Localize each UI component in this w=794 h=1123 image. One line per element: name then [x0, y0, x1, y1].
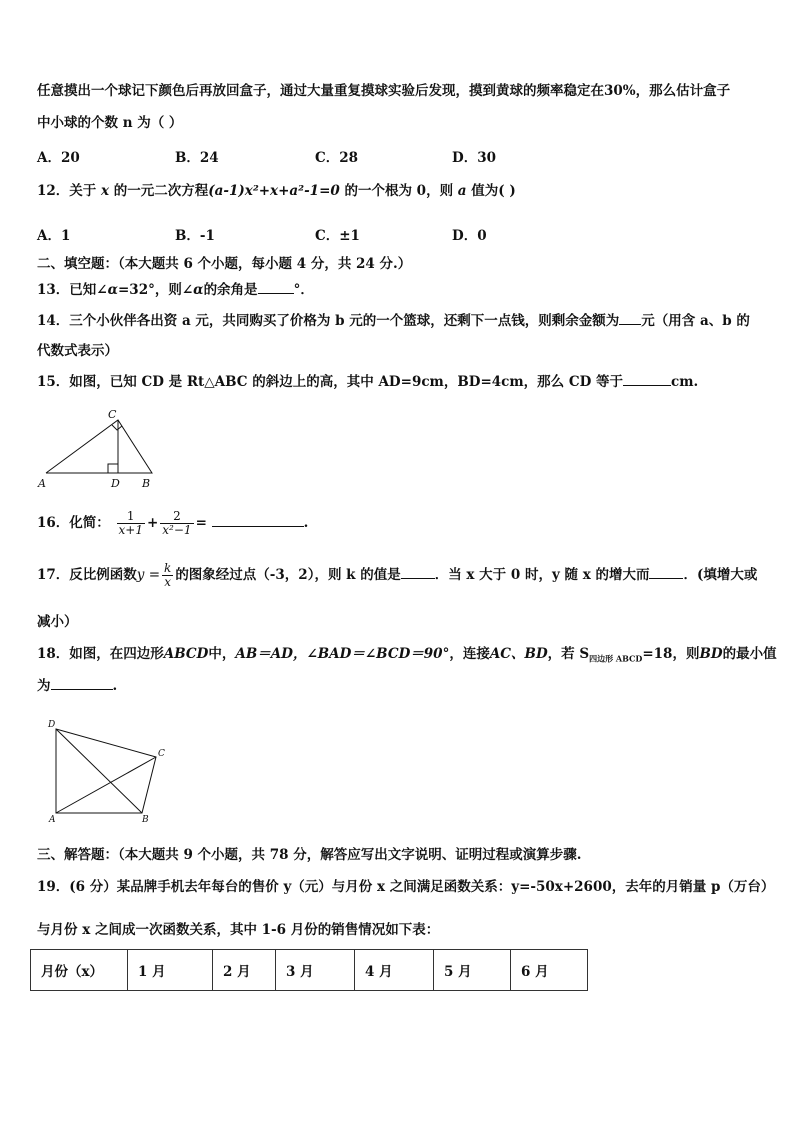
q18-quadrilateral-figure — [44, 716, 170, 826]
q11-option-b: B．24 — [175, 150, 219, 166]
q11-option-c: C．28 — [315, 150, 359, 166]
q18-label-a: A — [49, 815, 56, 825]
q11-option-d: D．30 — [452, 150, 496, 166]
q18-line2: 为 . — [37, 678, 118, 694]
table-cell: 月份（x） — [31, 950, 128, 991]
q14-line2: 代数式表示） — [37, 343, 118, 359]
q15-triangle-figure — [34, 406, 160, 492]
q11-line2: 中小球的个数 n 为（ ） — [37, 115, 183, 131]
q15-label-d: D — [111, 477, 120, 490]
table-cell: 1 月 — [128, 950, 213, 991]
q15-label-c: C — [108, 408, 117, 421]
q18-stem: 18．如图，在四边形ABCD中，AB＝AD，∠BAD＝∠BCD＝90°，连接AC、BD，若 $S_{四边形 ABCD}=18$，则BD的最小值 — [37, 646, 777, 664]
q17-stem: 17．反比例函数y = $\frac{k}{x}$ 的图象经过点（-3，2），则 k 的值是 ．当 x 大于 0 时，y 随 x 的增大而 ．(填增大或 — [37, 561, 758, 589]
table-cell: 3 月 — [276, 950, 355, 991]
q18-label-c: C — [158, 749, 165, 759]
q16-fraction-2: $\frac{2}{\text{x²−1}}$ — [162, 509, 192, 537]
q12-option-b: B．-1 — [175, 228, 215, 244]
q15-label-b: B — [142, 477, 151, 490]
section2-heading: 二、填空题：（本大题共 6 个小题，每小题 4 分，共 24 分.） — [37, 256, 412, 272]
q15-label-a: A — [38, 477, 46, 490]
q14-line1: 14．三个小伙伴各出资 a 元，共同购买了价格为 b 元的一个篮球，还剩下一点钱，则剩余金额为 元（用含 a、b 的 — [37, 313, 750, 329]
q18-label-b: B — [142, 815, 149, 825]
q16-fraction-1: $\frac{1}{x+1}$ — [118, 509, 143, 537]
q15-stem: 15．如图，已知 CD 是 Rt△ABC 的斜边上的高，其中 AD=9cm，BD=4cm，那么 CD 等于 cm. — [37, 374, 699, 390]
q18-label-d: D — [48, 720, 56, 730]
q13-answer-blank — [258, 281, 294, 294]
q16-stem: 16．化简： $\frac{1}{x+1}$ + $\frac{2}{\text{x²−1}}$ = . — [37, 509, 309, 537]
q12-option-c: C．±1 — [315, 228, 360, 244]
q17-fraction: $\frac{k}{x}$ — [164, 561, 172, 589]
q19-line2: 与月份 x 之间成一次函数关系，其中 1-6 月份的销售情况如下表： — [37, 922, 440, 938]
q12-stem: 12．关于 x 的一元二次方程(a-1)x²+x+a²-1=0 的一个根为 0，则 a 值为( ) — [37, 183, 516, 199]
q12-option-d: D．0 — [452, 228, 487, 244]
q11-line1: 任意摸出一个球记下颜色后再放回盒子，通过大量重复摸球实验后发现，摸到黄球的频率稳定在30%，那么估计盒子 — [37, 83, 731, 99]
q16-answer-blank — [212, 514, 304, 527]
q19-line1: 19．(6 分）某品牌手机去年每台的售价 y（元）与月份 x 之间满足函数关系：y=-50x+2600，去年的月销量 p（万台） — [37, 879, 775, 895]
q17-blank-k — [401, 566, 435, 579]
table-cell: 5 月 — [434, 950, 511, 991]
q13-stem: 13．已知∠α=32°，则∠α的余角是 °． — [37, 282, 314, 298]
q11-option-a: A．20 — [37, 150, 80, 166]
section3-heading: 三、解答题：（本大题共 9 个小题，共 78 分，解答应写出文字说明、证明过程或演算步骤. — [37, 847, 582, 863]
q14-answer-blank — [619, 312, 641, 325]
q19-sales-table — [30, 949, 588, 991]
q12-equation: (a-1)x²+x+a²-1=0 — [208, 183, 340, 199]
table-cell: 4 月 — [355, 950, 434, 991]
q12-option-a: A．1 — [37, 228, 71, 244]
table-row — [31, 950, 588, 991]
q18-answer-blank — [51, 677, 113, 690]
table-cell: 6 月 — [511, 950, 588, 991]
q17-blank-trend — [649, 566, 683, 579]
table-cell: 2 月 — [213, 950, 276, 991]
q15-answer-blank — [623, 373, 671, 386]
q17-line2: 减小） — [37, 614, 78, 630]
